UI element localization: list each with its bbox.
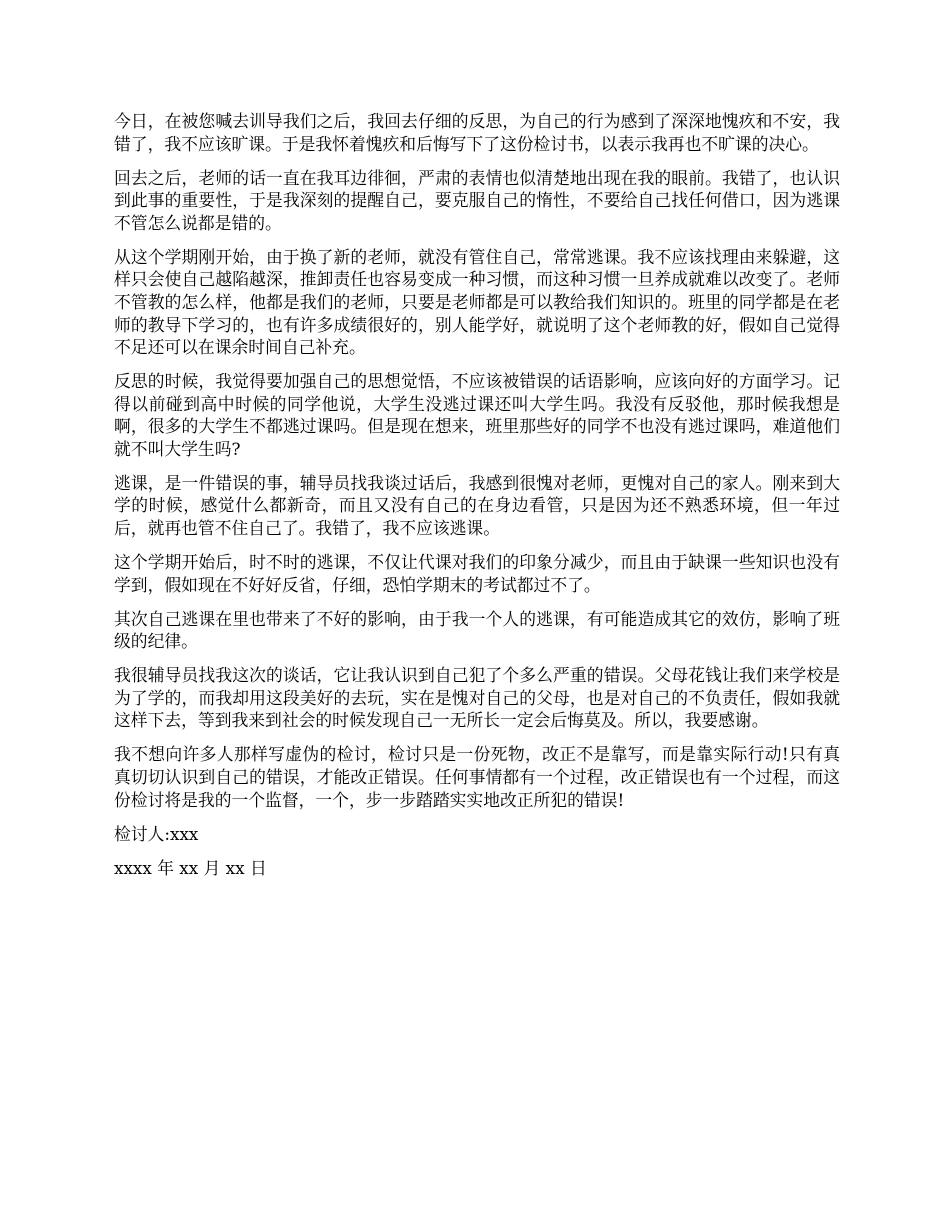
paragraph-5: 逃课，是一件错误的事，辅导员找我谈过话后，我感到很愧对老师，更愧对自己的家人。刚来到大学的时候，感觉什么都新奇，而且又没有自己的在身边看管，只是因为还不熟悉环境，但一年过后，就再也管不住自己了。我错了，我不应该逃课。 [114,472,840,539]
paragraph-1: 今日，在被您喊去训导我们之后，我回去仔细的反思，为自己的行为感到了深深地愧疚和不安，我错了，我不应该旷课。于是我怀着愧疚和后悔写下了这份检讨书，以表示我再也不旷课的决心。 [114,111,840,154]
paragraph-2: 回去之后，老师的话一直在我耳边徘徊，严肃的表情也似清楚地出现在我的眼前。我错了，也认识到此事的重要性，于是我深刻的提醒自己，要克服自己的惰性，不要给自己找任何借口，因为逃课不管怎么说都是错的。 [114,167,840,233]
document-body [114,110,840,891]
paragraph-7: 其次自己逃课在里也带来了不好的影响，由于我一个人的逃课，有可能造成其它的效仿，影响了班级的纪律。 [114,608,840,652]
paragraph-3: 从这个学期刚开始，由于换了新的老师，就没有管住自己，常常逃课。我不应该找理由来躲避，这样只会使自己越陷越深，推卸责任也容易变成一种习惯，而这种习惯一旦养成就难以改变了。老师不管教的怎么样，他都是我们的老师，只要是老师都是可以教给我们知识的。班里的同学都是在老师的教导下学习的，也有许多成绩很好的，别人能学好，就说明了这个老师教的好，假如自己觉得不足还可以在课余时间自己补充。 [114,246,840,358]
date-line: xxxx 年 xx 月 xx 日 [114,857,267,878]
paragraph-6: 这个学期开始后，时不时的逃课，不仅让代课对我们的印象分减少，而且由于缺课一些知识也没有学到，假如现在不好好反省，仔细，恐怕学期末的考试都过不了。 [114,552,840,595]
paragraph-4: 反思的时候，我觉得要加强自己的思想觉悟，不应该被错误的话语影响，应该向好的方面学习。记得以前碰到高中时候的同学他说，大学生没逃过课还叫大学生吗。我没有反驳他，那时候我想是啊，很多的大学生不都逃过课吗。但是现在想来，班里那些好的同学不也没有逃过课吗，难道他们就不叫大学生吗? [114,371,840,459]
signer-line: 检讨人:xxx [114,823,199,844]
paragraph-8: 我很辅导员找我这次的谈话，它让我认识到自己犯了个多么严重的错误。父母花钱让我们来学校是为了学的，而我却用这段美好的去玩，实在是愧对自己的父母，也是对自己的不负责任，假如我就这样下去，等到我来到社会的时候发现自己一无所长一定会后悔莫及。所以，我要感谢。 [114,665,840,731]
paragraph-9: 我不想向许多人那样写虚伪的检讨，检讨只是一份死物，改正不是靠写，而是靠实际行动!只有真真切切认识到自己的错误，才能改正错误。任何事情都有一个过程，改正错误也有一个过程，而这份检讨将是我的一个监督，一个，步一步踏踏实实地改正所犯的错误! [114,744,840,810]
